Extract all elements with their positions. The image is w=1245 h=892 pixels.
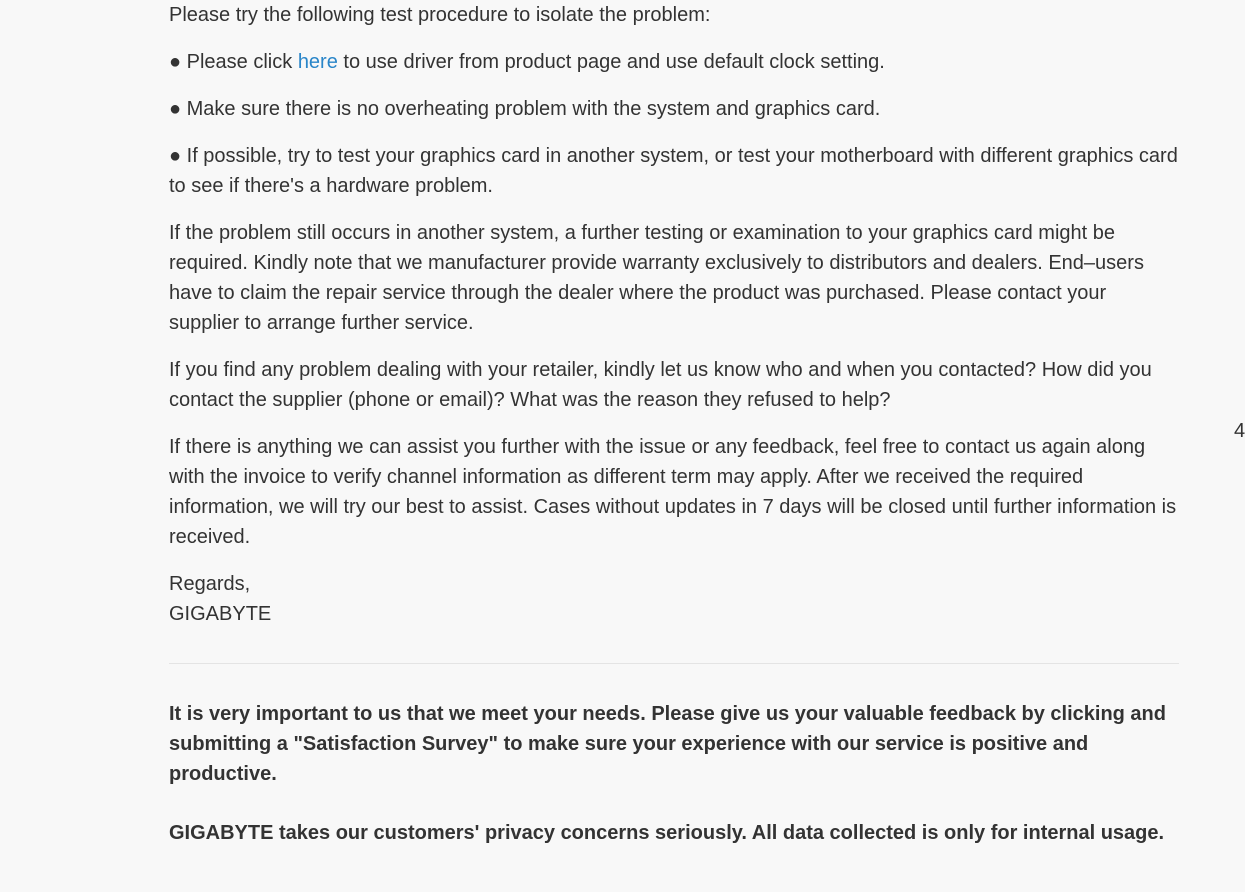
driver-here-link[interactable]: here	[297, 51, 338, 73]
step-driver-after: to use driver from product page and use default clock setting.	[337, 51, 885, 73]
email-body	[169, 0, 1179, 629]
step-driver	[169, 47, 1179, 77]
step-driver-before: Please click	[181, 51, 298, 73]
further-assist-paragraph: If there is anything we can assist you further with the issue or any feedback, feel free to contact us again along with the invoice to verify channel information as different term may apply. After we received the required information, we will try our best to assist. Cases without updates in 7 days will be closed until further information is received.	[169, 436, 1177, 548]
footer-notice	[169, 699, 1179, 848]
regards-text: Regards,	[169, 573, 251, 595]
clipped-edge-text: 4	[1234, 420, 1245, 442]
step-overheating: ● Make sure there is no overheating problem with the system and graphics card.	[169, 98, 881, 120]
survey-text: It is very important to us that we meet your needs. Please give us your valuable feedback by clicking and submitting a "Satisfaction Survey" to make sure your experience with our service is positive and productive.	[169, 703, 1166, 785]
divider	[169, 663, 1179, 664]
privacy-text: GIGABYTE takes our customers' privacy concerns seriously. All data collected is only for internal usage.	[169, 822, 1165, 844]
retailer-problem-paragraph: If you find any problem dealing with your retailer, kindly let us know who and when you contacted? How did you contact the supplier (phone or email)? What was the reason they refused to help?	[169, 359, 1152, 411]
bullet: ●	[169, 51, 182, 73]
signature-text: GIGABYTE	[169, 603, 272, 625]
step-hardware-test: ● If possible, try to test your graphics card in another system, or test your motherboard with different graphics card to see if there's a hardware problem.	[169, 145, 1178, 197]
intro-text: Please try the following test procedure to isolate the problem:	[169, 4, 711, 26]
warranty-paragraph: If the problem still occurs in another system, a further testing or examination to your graphics card might be required. Kindly note that we manufacturer provide warranty exclusively to distributors and dealers. End–users have to claim the repair service through the dealer where the product was purchased. Please contact your supplier to arrange further service.	[169, 222, 1144, 334]
signoff	[169, 569, 1179, 629]
